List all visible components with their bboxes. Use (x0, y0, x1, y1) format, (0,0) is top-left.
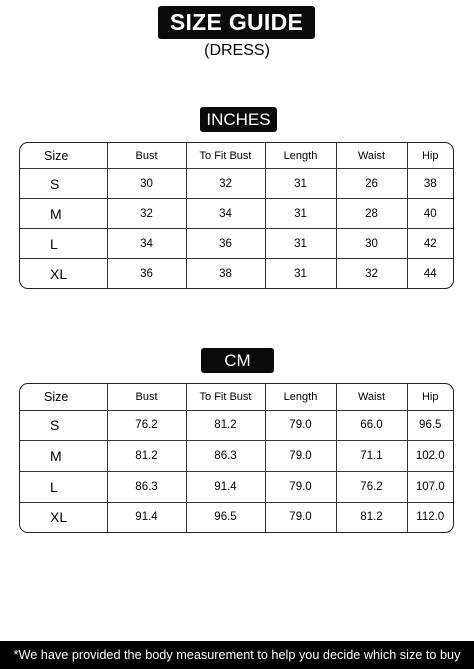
table-cell: 71.1 (336, 441, 407, 472)
table-row (20, 169, 453, 199)
table-cell: 28 (336, 199, 407, 229)
table-cell: 79.0 (265, 502, 336, 532)
table-cell: 26 (336, 169, 407, 199)
table-cell: 81.2 (336, 502, 407, 532)
page-title: SIZE GUIDE (158, 6, 315, 39)
size-cell: M (20, 199, 107, 229)
table-cell: 38 (407, 169, 453, 199)
table-cell: 34 (186, 199, 265, 229)
table-cell: 32 (336, 259, 407, 288)
cm-section-label: CM (201, 348, 274, 373)
column-header: Waist (336, 384, 407, 410)
cm-size-table (19, 383, 454, 533)
table-row (20, 229, 453, 259)
table-cell: 38 (186, 259, 265, 288)
table-cell: 79.0 (265, 410, 336, 441)
size-cell: XL (20, 259, 107, 288)
table-cell: 31 (265, 169, 336, 199)
inches-section-label: INCHES (200, 107, 277, 132)
measurement-note: *We have provided the body measurement to help you decide which size to buy (0, 641, 474, 669)
page-subtitle: (DRESS) (204, 42, 270, 59)
table-cell: 107.0 (407, 472, 453, 503)
table-cell: 30 (107, 169, 186, 199)
table-header-row (20, 384, 453, 410)
table-row (20, 410, 453, 441)
table-cell: 36 (186, 229, 265, 259)
column-header: To Fit Bust (186, 384, 265, 410)
table-row (20, 199, 453, 229)
table-cell: 40 (407, 199, 453, 229)
size-cell: M (20, 441, 107, 472)
size-cell: XL (20, 502, 107, 532)
table-cell: 36 (107, 259, 186, 288)
table-cell: 81.2 (107, 441, 186, 472)
table-cell: 44 (423, 267, 437, 280)
table-cell: 79.0 (265, 472, 336, 503)
size-cell: S (20, 410, 107, 441)
table-cell: 31 (265, 199, 336, 229)
inches-size-table (19, 142, 454, 289)
table-cell: 81.2 (186, 410, 265, 441)
table-row (20, 502, 453, 532)
table-cell: 76.2 (336, 472, 407, 503)
table-header-row (20, 143, 453, 169)
column-header: Hip (407, 143, 453, 169)
table-cell: 30 (336, 229, 407, 259)
table-cell: 34 (107, 229, 186, 259)
column-header: Size (20, 384, 107, 410)
table-cell: 96.5 (186, 502, 265, 532)
table-cell: 31 (265, 229, 336, 259)
table-cell: 66.0 (336, 410, 407, 441)
table-cell: 112.0 (416, 511, 445, 524)
column-header: Bust (107, 384, 186, 410)
column-header: Waist (336, 143, 407, 169)
column-header: Hip (407, 384, 453, 410)
table-row (20, 441, 453, 472)
table-cell: 86.3 (186, 441, 265, 472)
table-cell: 96.5 (407, 410, 453, 441)
size-cell: L (20, 229, 107, 259)
table-cell: 76.2 (107, 410, 186, 441)
size-cell: L (20, 472, 107, 503)
column-header: Bust (107, 143, 186, 169)
table-row (20, 259, 453, 288)
table-cell: 31 (265, 259, 336, 288)
size-cell: S (20, 169, 107, 199)
column-header: To Fit Bust (186, 143, 265, 169)
table-cell: 91.4 (186, 472, 265, 503)
table-cell: 86.3 (107, 472, 186, 503)
table-cell: 91.4 (107, 502, 186, 532)
column-header: Length (265, 143, 336, 169)
table-row (20, 472, 453, 503)
table-cell: 79.0 (265, 441, 336, 472)
table-cell: 32 (186, 169, 265, 199)
column-header: Length (265, 384, 336, 410)
table-cell: 102.0 (407, 441, 453, 472)
column-header: Size (20, 143, 107, 169)
table-cell: 32 (107, 199, 186, 229)
table-cell: 42 (407, 229, 453, 259)
